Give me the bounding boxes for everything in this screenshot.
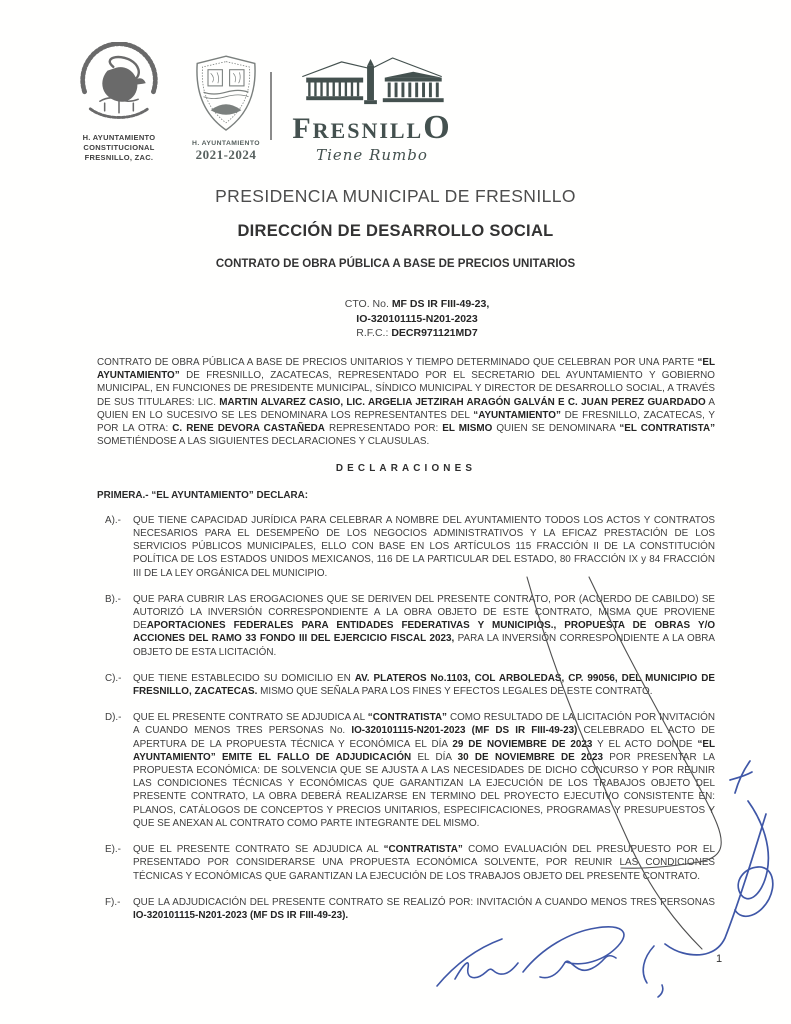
ayuntamiento-shield-logo (182, 54, 270, 163)
contract-type-title: CONTRATO DE OBRA PÚBLICA A BASE DE PRECIOS UNITARIOS (215, 258, 576, 270)
contract-body (97, 356, 715, 935)
department-title: DIRECCIÓN DE DESARROLLO SOCIAL (237, 222, 554, 240)
shield-icon (190, 54, 262, 134)
logo-divider (270, 72, 272, 140)
monument-icon (294, 56, 450, 110)
shield-caption-line1: H. AYUNTAMIENTO (192, 140, 260, 147)
declaration-item-a (97, 514, 715, 580)
item-label: C).- (105, 672, 122, 684)
declaration-item-d (97, 711, 715, 830)
page-title: PRESIDENCIA MUNICIPAL DE FRESNILLO (215, 186, 576, 206)
signature (437, 927, 663, 997)
contract-reference-block (97, 297, 737, 341)
eagle-caption-line2: CONSTITUCIONAL (83, 143, 155, 152)
intro-paragraph: CONTRATO DE OBRA PÚBLICA A BASE DE PRECIOS UNITARIOS Y TIEMPO DETERMINADO QUE CELEBRAN POR UNA PARTE “EL AYUNTAMIENTO” DE FRESNILLO, ZACATECAS, REPRESENTADO POR EL SECRETARIO DEL AYUNTAMIENTO Y GOBIERNO MUNICIPAL, EN FUNCIONES DE PRESIDENTE MUNICIPAL, SÍNDICO MUNICIPAL Y DIRECTOR DE DESARROLLO SOCIAL, A TRAVÉS DE SUS TITULARES: LIC. MARTIN ALVAREZ CASIO, LIC. ARGELIA JETZIRAH ARAGÓN GALVÁN E C. JUAN PEREZ GUARDADO A QUIEN EN LO SUCESIVO SE LES DENOMINARA LOS REPRESENTANTES DEL “AYUNTAMIENTO” DE FRESNILLO, ZACATECAS, Y POR LA OTRA: C. RENE DEVORA CASTAÑEDA REPRESENTADO POR: EL MISMO QUIEN SE DENOMINARA “EL CONTRATISTA” SOMETIÉNDOSE A LAS SIGUIENTES DECLARACIONES Y CLAUSULAS. (97, 357, 716, 448)
declaration-item-e (97, 843, 715, 883)
item-label: F).- (105, 896, 121, 908)
eagle-caption-line1: H. AYUNTAMIENTO (82, 133, 156, 142)
fresnillo-tagline: Tiene Rumbo (316, 146, 428, 164)
municipal-eagle-emblem (60, 42, 178, 163)
declaration-item-f (97, 896, 715, 922)
eagle-caption-line3: FRESNILLO, ZAC. (84, 153, 154, 162)
fresnillo-brand-logo (282, 56, 462, 164)
item-label: B).- (105, 593, 121, 605)
declaration-item-c (97, 672, 715, 698)
item-label: E).- (105, 844, 121, 856)
page-number: 1 (716, 953, 723, 965)
item-text: QUE EL PRESENTE CONTRATO SE ADJUDICA AL “CONTRATISTA” COMO RESULTADO DE LA LICITACIÓN POR INVITACIÓN A CUANDO MENOS TRES PERSONAS No. IO-320101115-N201-2023 (MF DS IR FIII-49-23) CELEBRADO EL ACTO DE APERTURA DE LA PROPUESTA TÉCNICA Y ECONÓMICA EL DÍA 29 DE NOVIEMBRE DE 2023 Y EL ACTO DONDE “EL AYUNTAMIENTO” EMITE EL FALLO DE ADJUDICACIÓN EL DÍA 30 DE NOVIEMBRE DE 2023 POR PRESENTAR LA PROPUESTA ECONÓMICA: DE SOLVENCIA QUE SE AJUSTA A LAS NECESIDADES DE DICHO CONCURSO Y POR REUNIR LAS CONDICIONES TÉCNICAS Y ECONÓMICAS QUE GARANTIZAN LA EJECUCIÓN DE LOS TRABAJOS OBJETO DEL PRESENTE CONTRATO, LA OBRA DEBERÁ REALIZARSE EN TERMINO DEL PROYECTO EJECUTIVO CONSISTENTE EN: PLANOS, CATÁLOGOS DE CONCEPTOS Y PRECIOS UNITARIOS, ESPECIFICACIONES, PROGRAMAS Y PRESUPUESTOS Y QUE SE ANEXAN AL CONTRATO COMO PARTE INTEGRANTE DEL MISMO. (133, 712, 715, 829)
item-label: A).- (105, 514, 121, 526)
rfc-line: R.F.C.: DECR971121MD7 (356, 327, 478, 339)
item-text: QUE TIENE ESTABLECIDO SU DOMICILIO EN AV. PLATEROS No.1103, COL ARBOLEDAS, CP. 99056, DEL MUNICIPIO DE FRESNILLO, ZACATECAS. MISMO QUE SEÑALA PARA LOS FINES Y EFECTOS LEGALES DE ESTE CONTRATO. (133, 672, 715, 698)
declaration-item-b (97, 593, 715, 659)
fresnillo-wordmark: FRESNILLO (292, 109, 452, 146)
shield-caption-line2: 2021-2024 (195, 147, 257, 162)
tender-number-line: IO-320101115-N201-2023 (356, 312, 478, 325)
item-text: QUE TIENE CAPACIDAD JURÍDICA PARA CELEBRAR A NOMBRE DEL AYUNTAMIENTO TODOS LOS ACTOS Y CONTRATOS NECESARIOS PARA EL DESEMPEÑO DE LOS NEGOCIOS ADMINISTRATIVOS Y LA EFICAZ PRESTACIÓN DE LOS SERVICIOS PÚBLICOS MUNICIPALES, ELLO CON BASE EN LOS ARTÍCULOS 115 FRACCIÓN II DE LA CONSTITUCIÓN POLÍTICA DE LOS ESTADOS UNIDOS MEXICANOS, 116 DE LA PARTICULAR DEL ESTADO, 80 FRACCIÓN IX y 84 FRACCIÓN III DE LA LEY ORGÁNICA DEL MUNICIPIO. (133, 514, 715, 579)
item-text: QUE PARA CUBRIR LAS EROGACIONES QUE SE DERIVEN DEL PRESENTE CONTRATO, POR (ACUERDO DE CABILDO) SE AUTORIZÓ LA INVERSIÓN CORRESPONDIENTE A LA OBRA OBJETO DE ESTE CONTRATO, MISMA QUE PROVIENE DEAPORTACIONES FEDERALES PARA ENTIDADES FEDERATIVAS Y MUNICIPIOS., PROPUESTA DE OBRAS Y/O ACCIONES DEL RAMO 33 FONDO III DEL EJERCICIO FISCAL 2023, PARA LA INVERSIÓN CORRESPONDIENTE A LA OBRA OBJETO DE ESTA LICITACIÓN. (133, 593, 715, 658)
mexican-eagle-icon (69, 42, 169, 128)
declarations-heading: DECLARACIONES (335, 463, 477, 475)
item-text: QUE LA ADJUDICACIÓN DEL PRESENTE CONTRATO SE REALIZÓ POR: INVITACIÓN A CUANDO MENOS TRES PERSONAS IO-320101115-N201-2023 (MF DS IR FIII-49-23). (133, 896, 715, 921)
contract-number-line: CTO. No. MF DS IR FIII-49-23, (344, 298, 490, 310)
item-label: D).- (105, 712, 122, 724)
primera-heading: PRIMERA.- “EL AYUNTAMIENTO” DECLARA: (97, 489, 309, 501)
item-text: QUE EL PRESENTE CONTRATO SE ADJUDICA AL “CONTRATISTA” COMO EVALUACIÓN DEL PRESUPUESTO POR EL PRESENTADO POR CONSIDERARSE UNA PROPUESTA ECONÓMICA SOLVENTE, POR REUNIR LAS CONDICIONES TÉCNICAS Y ECONÓMICAS QUE GARANTIZAN LA EJECUCIÓN DE LOS TRABAJOS OBJETO DEL PRESENTE CONTRATO. (133, 844, 715, 882)
header-logos (60, 40, 480, 165)
